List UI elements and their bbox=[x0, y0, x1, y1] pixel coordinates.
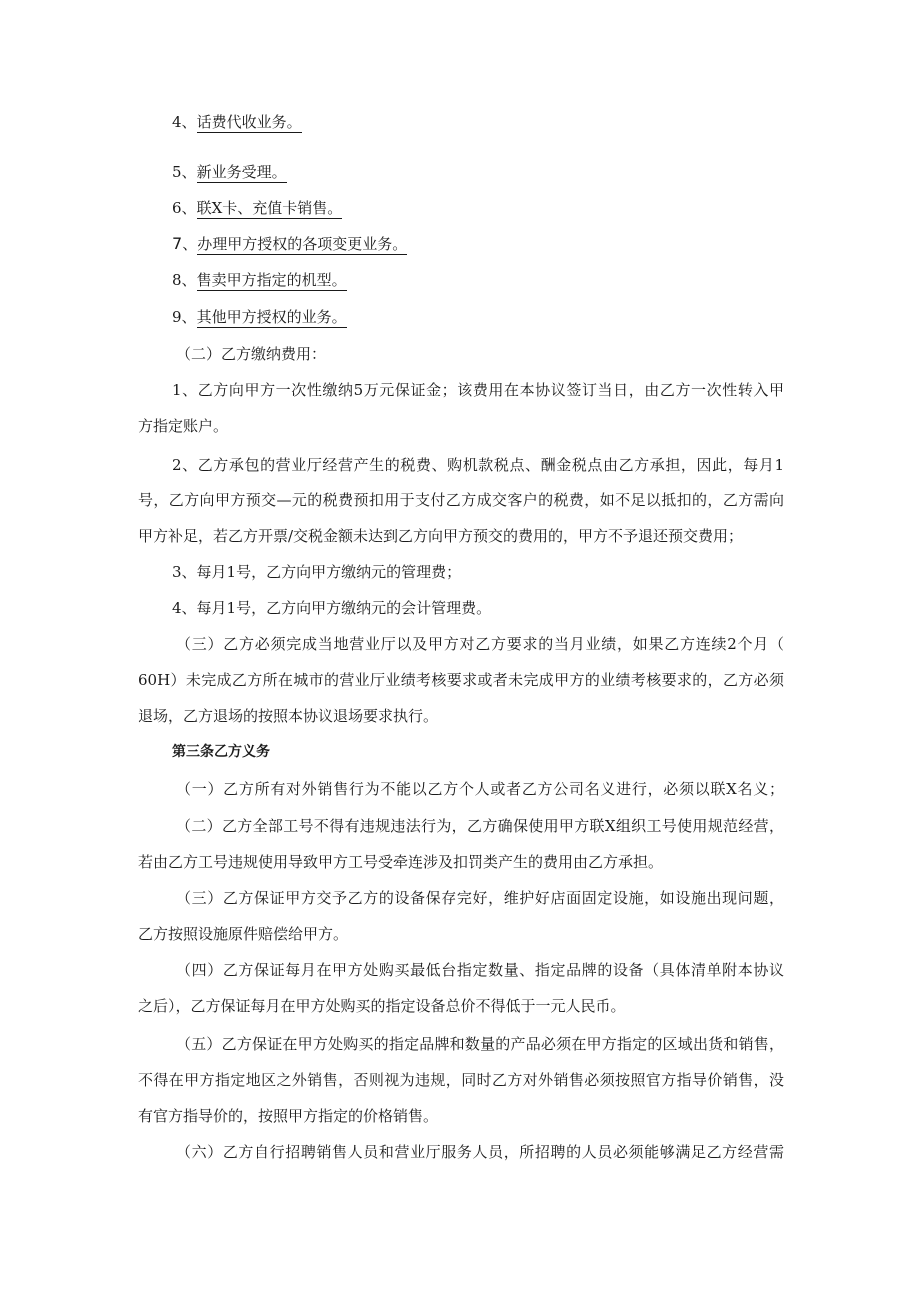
obligation-5-line-1: （五）乙方保证在甲方处购买的指定品牌和数量的产品必须在甲方指定的区域出货和销售， bbox=[176, 1035, 784, 1053]
obligation-2-line-1: （二）乙方全部工号不得有违规违法行为，乙方确保使用甲方联X组织工号使用规范经营， bbox=[176, 817, 784, 835]
fee-paragraph-4: 4、每月1号，乙方向甲方缴纳元的会计管理费。 bbox=[172, 599, 492, 617]
list-item-text: 新业务受理。 bbox=[196, 163, 287, 181]
fee-paragraph-2-line-2: 号，乙方向甲方预交—元的税费预扣用于支付乙方成交客户的税费，如不足以抵扣的，乙方需向 bbox=[138, 491, 784, 509]
fee-paragraph-2-line-1: 2、乙方承包的营业厅经营产生的税费、购机款税点、酬金税点由乙方承担，因此，每月1 bbox=[172, 456, 784, 474]
obligation-3-line-2: 乙方按照设施原件赔偿给甲方。 bbox=[138, 925, 349, 943]
section-3-line-3: 退场，乙方退场的按照本协议退场要求执行。 bbox=[138, 707, 439, 725]
article-3-title: 第三条乙方义务 bbox=[172, 744, 270, 760]
list-item-4: 4、话费代收业务。 bbox=[172, 113, 302, 131]
list-item-number: 6 bbox=[172, 199, 182, 217]
list-item-text: 办理甲方授权的各项变更业务。 bbox=[197, 235, 408, 253]
fee-paragraph-2-line-3: 甲方补足，若乙方开票/交税金额未达到乙方向甲方预交的费用的，甲方不予退还预交费用； bbox=[138, 527, 744, 545]
section-3-line-2: 60H）未完成乙方所在城市的营业厅业绩考核要求或者未完成甲方的业绩考核要求的，乙方必须 bbox=[138, 671, 784, 689]
fee-paragraph-1-line-1: 1、乙方向甲方一次性缴纳5万元保证金；该费用在本协议签订当日，由乙方一次性转入甲 bbox=[172, 381, 784, 399]
obligation-3-line-1: （三）乙方保证甲方交予乙方的设备保存完好，维护好店面固定设施，如设施出现问题， bbox=[176, 889, 784, 907]
list-item-text: 联X卡、充值卡销售。 bbox=[196, 199, 343, 217]
list-item-5: 5、新业务受理。 bbox=[172, 163, 287, 181]
obligation-6-line-1: （六）乙方自行招聘销售人员和营业厅服务人员，所招聘的人员必须能够满足乙方经营需 bbox=[176, 1143, 784, 1161]
section-3-line-1: （三）乙方必须完成当地营业厅以及甲方对乙方要求的当月业绩，如果乙方连续2个月（ bbox=[176, 635, 784, 653]
list-item-6: 6、联X卡、充值卡销售。 bbox=[172, 199, 343, 217]
list-item-number: 4 bbox=[172, 113, 182, 131]
fee-paragraph-1-line-2: 方指定账户。 bbox=[138, 417, 229, 435]
list-item-number: 8 bbox=[172, 271, 182, 289]
list-item-7: 7、办理甲方授权的各项变更业务。 bbox=[172, 234, 408, 253]
fee-paragraph-3: 3、每月1号，乙方向甲方缴纳元的管理费； bbox=[172, 563, 462, 581]
list-item-number: 5 bbox=[172, 163, 182, 181]
obligation-5-line-2: 不得在甲方指定地区之外销售，否则视为违规，同时乙方对外销售必须按照官方指导价销售，没 bbox=[138, 1071, 784, 1089]
list-item-text: 其他甲方授权的业务。 bbox=[196, 308, 347, 326]
section-2-heading: （二）乙方缴纳费用： bbox=[176, 345, 327, 363]
obligation-1: （一）乙方所有对外销售行为不能以乙方个人或者乙方公司名义进行，必须以联X名义； bbox=[176, 780, 784, 798]
list-item-text: 话费代收业务。 bbox=[196, 113, 302, 131]
list-item-number: 9 bbox=[172, 308, 182, 326]
obligation-5-line-3: 有官方指导价的，按照甲方指定的价格销售。 bbox=[138, 1107, 439, 1125]
list-item-number: 7 bbox=[172, 234, 183, 253]
obligation-4-line-1: （四）乙方保证每月在甲方处购买最低台指定数量、指定品牌的设备（具体清单附本协议 bbox=[176, 961, 784, 979]
list-item-9: 9、其他甲方授权的业务。 bbox=[172, 308, 347, 326]
list-item-8: 8、售卖甲方指定的机型。 bbox=[172, 271, 347, 289]
obligation-4-line-2: 之后），乙方保证每月在甲方处购买的指定设备总价不得低于一元人民币。 bbox=[138, 997, 626, 1015]
list-item-text: 售卖甲方指定的机型。 bbox=[196, 271, 347, 289]
obligation-2-line-2: 若由乙方工号违规使用导致甲方工号受牵连涉及扣罚类产生的费用由乙方承担。 bbox=[138, 853, 664, 871]
